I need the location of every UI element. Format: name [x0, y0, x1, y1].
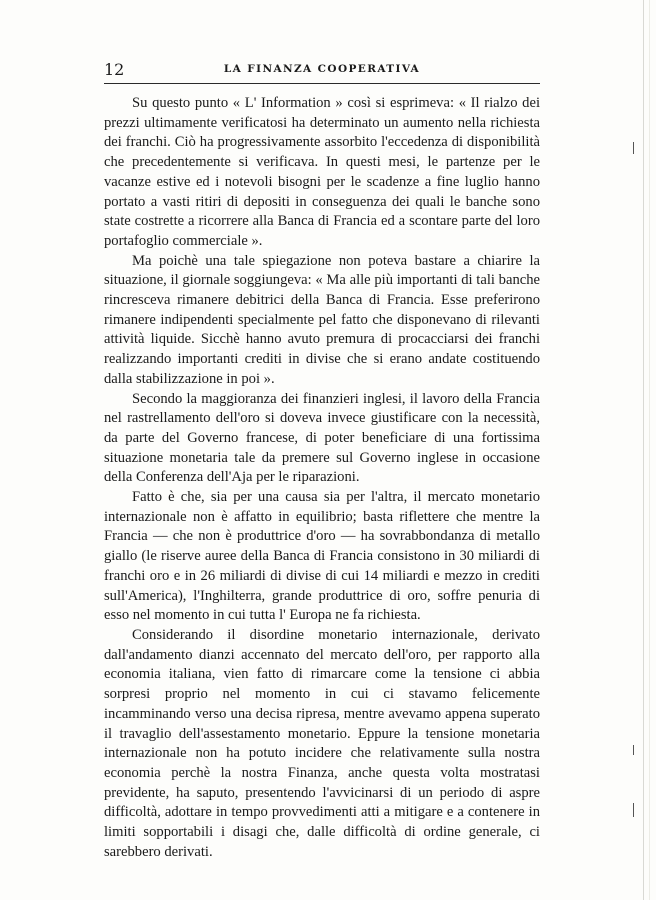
margin-mark	[633, 803, 634, 817]
page-edge-shadow	[649, 0, 650, 900]
paragraph-5: Considerando il disordine monetario internazionale, derivato dall'andamento dianzi accennato del mercato dell'oro, per rapporto alla economia italiana, vien fatto di rimarcare come la tensione ci abbia sorpresi proprio nel momento in cui ci stavamo felicemente incamminando verso una decisa ripresa, mentre avevamo appena superato il travaglio dell'assestamento monetario. Eppure la tensione monetaria internazionale non ha potuto incidere che relativamente sulla nostra economia perchè la nostra Finanza, anche questa volta mostratasi previdente, ha saputo, presentendo l'avvicinarsi di un periodo di aspre difficoltà, adottare in tempo provvedimenti atti a mitigare e a contenere in limiti sopportabili i disagi che, dalle difficoltà di ordine generale, ci sarebbero derivati.	[104, 626, 540, 860]
margin-mark	[633, 142, 634, 154]
paragraph-3: Secondo la maggioranza dei finanzieri inglesi, il lavoro della Francia nel rastrellamento dell'oro si doveva invece giustificare con la necessità, da parte del Governo francese, di poter beneficiare di una fortissima situazione monetaria tale da premere sul Governo inglese in occasione della Conferenza dell'Aja per le riparazioni.	[104, 390, 540, 486]
paragraph-4: Fatto è che, sia per una causa sia per l'altra, il mercato monetario internazionale non è affatto in equilibrio; basta riflettere che mentre la Francia — che non è produttrice d'oro — ha sovrabbondanza di metallo giallo (le riserve auree della Banca di Francia consistono in 30 miliardi di franchi oro e in 26 miliardi di divise di cui 14 miliardi e mezzo in crediti sull'America), l'Inghilterra, grande produttrice di oro, soffre penuria di esso nel momento in cui tutta l' Europa ne fa richiesta.	[104, 489, 540, 624]
body-text	[104, 94, 540, 862]
page-number: 12	[104, 60, 125, 79]
header-rule	[104, 83, 540, 84]
paragraph-2: Ma poichè una tale spiegazione non poteva bastare a chiarire la situazione, il giornale soggiungeva: « Ma alle più importanti di tali banche rincresceva rimanere debitrici della Banca di Francia. Esse preferirono rimanere indipendenti specialmente pel fatto che disponevano di rilevanti attività liquide. Sicchè hanno avuto premura di procacciarsi dei franchi realizzando importanti crediti in divise che si erano andate costituendo dalla stabilizzazione in poi ».	[104, 252, 540, 387]
paragraph-1: Su questo punto « L' Information » così si esprimeva: « Il rialzo dei prezzi ultimamente verificatosi ha determinato un aumento nella richiesta dei franchi. Ciò ha progressivamente assorbito l'eccedenza di disponibilità che precedentemente si verificava. In questi mesi, le partenze per le vacanze estive ed i notevoli bisogni per le scadenze a fine luglio hanno portato a vasti ritiri di depositi in conseguenza dei quali le banche sono state costrette a ricorrere alla Banca di Francia ed a scontare parte del loro portafoglio commerciale ».	[104, 95, 540, 249]
page-header	[104, 58, 540, 82]
running-title: LA FINANZA COOPERATIVA	[223, 63, 421, 75]
page-edge	[643, 0, 644, 900]
margin-mark	[633, 745, 634, 755]
